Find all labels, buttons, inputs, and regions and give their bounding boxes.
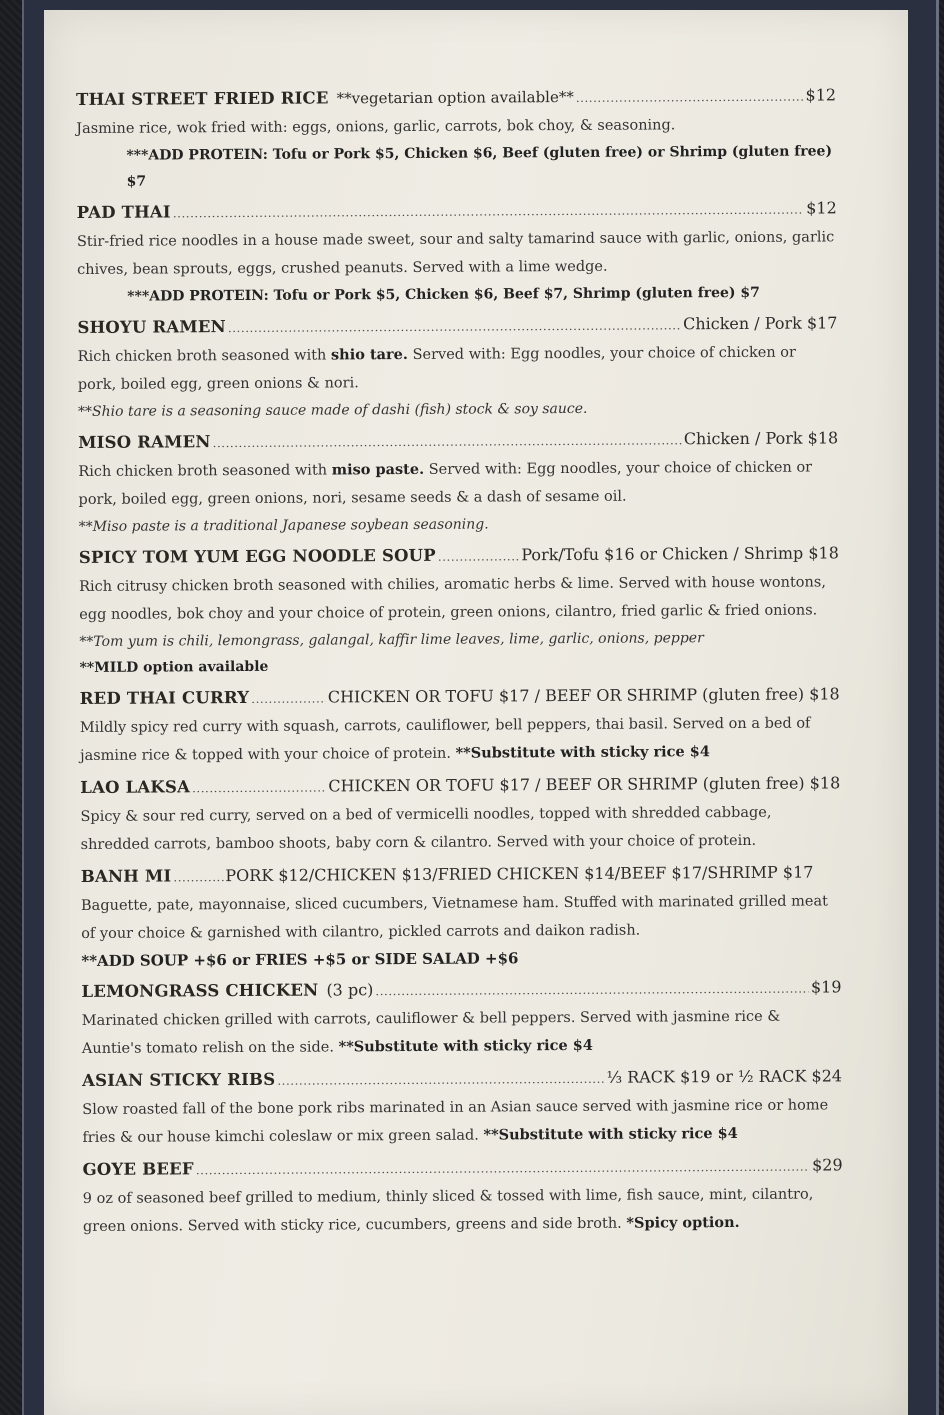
item-price: $12 — [806, 198, 837, 218]
item-addon: **MILD option available — [79, 658, 269, 676]
item-description: Rich citrusy chicken broth seasoned with chilies, aromatic herbs & lime. Served with house wontons, egg noodles, bok choy and your choice of protein, green onions, cilantro, fried garlic & fried onions. — [78, 574, 826, 623]
item-name: BANH MI — [80, 866, 172, 886]
item-name: SPICY TOM YUM EGG NOODLE SOUP — [78, 545, 436, 567]
menu-item — [81, 975, 841, 1063]
item-footnote: **Miso paste is a traditional Japanese soybean seasoning. — [78, 516, 489, 535]
item-description: Mildly spicy red curry with squash, carrots, cauliflower, bell peppers, thai basil. Served on a bed of jasmine rice & topped with your choice of protein. **Substitute with sticky rice $4 — [79, 715, 811, 764]
menu-item — [82, 1064, 842, 1152]
dot-leader — [375, 976, 809, 1004]
item-footnote: **Shio tare is a seasoning sauce made of dashi (fish) stock & soy sauce. — [77, 400, 588, 420]
item-price: PORK $12/CHICKEN $13/FRIED CHICKEN $14/BEEF $17/SHRIMP $17 — [225, 862, 814, 886]
item-price: $29 — [811, 1155, 843, 1175]
item-name: ASIAN STICKY RIBS — [82, 1069, 276, 1090]
item-name: MISO RAMEN — [78, 432, 211, 452]
dot-leader — [213, 427, 682, 455]
item-description: Stir-fried rice noodles in a house made sweet, sour and salty tamarind sauce with garlic, onions, garlic chives, bean sprouts, eggs, crushed peanuts. Served with a lime wedge. — [76, 229, 835, 278]
item-name: THAI STREET FRIED RICE — [76, 88, 329, 109]
item-name: PAD THAI — [76, 202, 171, 222]
item-addon: ***ADD PROTEIN: Tofu or Pork $5, Chicken $6, Beef (gluten free) or Shrimp (gluten free) $7 — [126, 143, 833, 190]
item-name: LAO LAKSA — [80, 777, 191, 797]
item-addon: **ADD SOUP +$6 or FRIES +$5 or SIDE SALAD +$6 — [81, 949, 519, 970]
dot-leader — [173, 864, 223, 889]
item-name: RED THAI CURRY — [79, 687, 250, 708]
item-price: $19 — [810, 977, 842, 997]
item-price: $12 — [805, 85, 837, 105]
item-description: Marinated chicken grilled with carrots, cauliflower & bell peppers. Served with jasmine rice & Auntie's tomato relish on the side. **Substitute with sticky rice $4 — [81, 1008, 781, 1057]
item-description: Rich chicken broth seasoned with miso paste. Served with: Egg noodles, your choice of chicken or pork, boiled egg, green onions, nori, sesame seeds & a dash of sesame oil. — [78, 459, 813, 508]
menu-item — [79, 541, 840, 681]
item-price: Chicken / Pork $18 — [683, 428, 839, 449]
item-name-note: (3 pc) — [326, 980, 374, 1000]
menu-content — [76, 83, 843, 1241]
menu-item — [81, 860, 842, 974]
item-price: ⅓ RACK $19 or ½ RACK $24 — [606, 1066, 843, 1087]
item-description: Slow roasted fall of the bone pork ribs marinated in an Asian sauce served with jasmine rice or home fries & our house kimchi coleslaw or mix green salad. **Substitute with sticky rice $4 — [82, 1097, 829, 1146]
item-name: LEMONGRASS CHICKEN — [81, 980, 319, 1001]
menu-item — [77, 196, 838, 310]
menu-item — [77, 311, 838, 425]
item-description: Baguette, pate, mayonnaise, sliced cucumbers, Vietnamese ham. Stuffed with marinated grilled meat of your choice & garnished with cilantro, pickled carrots and daikon radish. — [80, 893, 829, 942]
item-price: CHICKEN OR TOFU $17 / BEEF OR SHRIMP (gluten free) $18 — [327, 684, 840, 707]
dot-leader — [196, 1154, 810, 1183]
item-price: CHICKEN OR TOFU $17 / BEEF OR SHRIMP (gluten free) $18 — [328, 773, 841, 796]
item-description: Jasmine rice, wok fried with: eggs, onions, garlic, carrots, bok choy, & seasoning. — [76, 117, 676, 137]
item-description: Rich chicken broth seasoned with shio tare. Served with: Egg noodles, your choice of chicken or pork, boiled egg, green onions & nori. — [77, 344, 796, 393]
menu-item — [78, 426, 839, 540]
item-price: Pork/Tofu $16 or Chicken / Shrimp $18 — [521, 543, 839, 565]
dot-leader — [438, 543, 520, 568]
dot-leader — [192, 774, 326, 800]
menu-item — [83, 1153, 843, 1241]
item-price: Chicken / Pork $17 — [683, 313, 838, 334]
dot-leader — [576, 84, 804, 110]
item-name: SHOYU RAMEN — [77, 317, 226, 337]
dot-leader — [173, 197, 805, 226]
item-name: GOYE BEEF — [82, 1159, 194, 1179]
menu-item — [80, 771, 840, 859]
item-name-note: **vegetarian option available** — [336, 87, 574, 108]
dot-leader — [228, 312, 681, 340]
dot-leader — [251, 685, 326, 710]
item-footnote: **Tom yum is chili, lemongrass, galangal, kaffir lime leaves, lime, garlic, onions, pepper — [79, 630, 704, 650]
menu-item — [80, 682, 840, 770]
dot-leader — [277, 1066, 604, 1093]
menu-item — [76, 83, 837, 195]
item-description: Spicy & sour red curry, served on a bed of vermicelli noodles, topped with shredded cabbage, shredded carrots, bamboo shoots, baby corn & cilantro. Served with your choice of protein. — [80, 804, 772, 853]
item-description: 9 oz of seasoned beef grilled to medium, thinly sliced & tossed with lime, fish sauce, mint, cilantro, green onions. Served with sticky rice, cucumbers, greens and side broth. *Spicy option. — [82, 1186, 814, 1235]
item-addon: ***ADD PROTEIN: Tofu or Pork $5, Chicken $6, Beef $7, Shrimp (gluten free) $7 — [127, 284, 760, 305]
